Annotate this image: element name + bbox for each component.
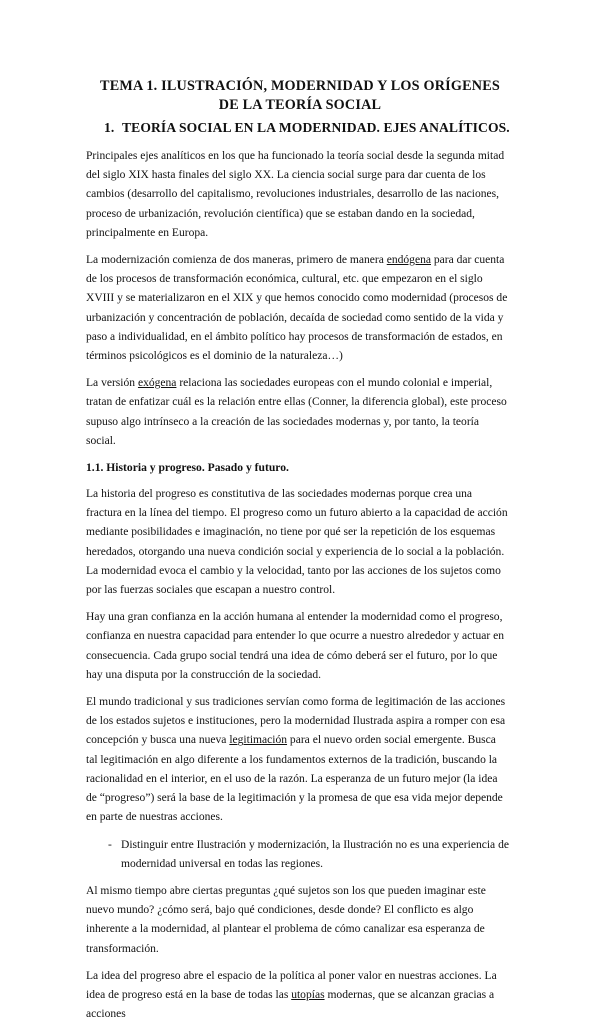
underlined-term-endogena: endógena [386,254,431,267]
text-run: modernas, que se alcanzan gracias a acciones [86,988,495,1021]
paragraph-confianza: Hay una gran confianza en la acción humana al entender la modernidad como el progreso, confianza en nuestra capacidad para entender lo que ocurre a nuestro alrededor y actuar en consecuencia. Cada grupo social tendrá una idea de cómo deberá ser el futuro, por lo que hay una disputa por la construcción de la sociedad. [86,611,505,681]
document-title: TEMA 1. ILUSTRACIÓN, MODERNIDAD Y LOS ORÍGENES DE LA TEORÍA SOCIAL [100,78,500,113]
text-run: La versión [86,377,138,390]
paragraph-endogena [86,251,510,366]
paragraph-preguntas: Al mismo tiempo abre ciertas preguntas ¿qué sujetos son los que pueden imaginar este nuevo mundo? ¿cómo será, bajo qué condiciones, desde donde? El conflicto es algo inherente a la modernidad, al plantear el problema de cómo canalizar esa esperanza de transformación. [86,884,486,955]
text-run: para el nuevo orden social emergente. Busca tal legitimación en algo diferente a los fundamentos externos de la tradición, buscando la racionalidad en el interior, en el uso de la razón. La esperanza de un futuro mejor (la idea de “progreso”) será la base de la legitimación y la promesa de que esa vida mejor depende en parte de nuestras acciones. [86,734,503,824]
paragraph-historia-progreso: La historia del progreso es constitutiva de las sociedades modernas porque crea una fractura en la línea del tiempo. El progreso como un futuro abierto a la capacidad de acción mediante posibilidades e imaginación, no tiene por qué ser la repetición de los esquemas heredados, otorgando una nueva condición social y experiencia de lo social a la población. La modernidad evoca el cambio y la velocidad, tanto por las acciones de los sujetos como por las fuerzas sociales que escapan a nuestro control. [86,488,508,597]
text-run: para dar cuenta de los procesos de transformación económica, cultural, etc. que empezaron en el siglo XVIII y se materializaron en el XIX y que hemos conocido como modernidad (procesos de urbanización y concentración de población, decaída de sociedad como sentido de la vida y paso a individualidad, en el ámbito político hay procesos de transformación de estados, en términos psicológicos es el dominio de la naturaleza…) [86,254,508,363]
paragraph-legitimacion [86,693,510,827]
paragraph-exogena [86,374,510,451]
bullet-dash: - [108,838,112,851]
paragraph-utopias [86,967,510,1025]
text-run: relaciona las sociedades europeas con el mundo colonial e imperial, tratan de enfatizar cuál es la relación entre ellas (Conner, la diferencia global), este proceso supuso algo intrínseco a la creación de las sociedades modernas y, por tanto, la teoría social. [86,377,507,447]
paragraph-intro: Principales ejes analíticos en los que ha funcionado la teoría social desde la segunda mitad del siglo XIX hasta finales del siglo XX. La ciencia social surge para dar cuenta de los cambios (desarrollo del capitalismo, revoluciones industriales, desarrollo de las naciones, proceso de urbanización, revolución científica) que se estaban dando en la sociedad, principalmente en Europa. [86,150,505,239]
document-content [86,77,510,1032]
text-run: La modernización comienza de dos maneras, primero de manera [86,254,387,267]
underlined-term-utopias: utopías [291,988,325,1001]
section-heading-text: TEORÍA SOCIAL EN LA MODERNIDAD. EJES ANALÍTICOS. [122,120,510,135]
text-run: La idea del progreso abre el espacio de la política al poner valor en nuestras acciones. La idea de progreso está en la base de todas las [86,969,497,1001]
bullet-item [86,836,510,874]
underlined-term-legitimacion: legitimación [229,734,288,747]
section-heading-1 [86,119,510,137]
underlined-term-exogena: exógena [137,377,177,390]
section-number: 1. [104,120,115,135]
text-run: El mundo tradicional y sus tradiciones servían como forma de legitimación de las acciones de los estados sujetos e instituciones, pero la modernidad Ilustrada aspira a romper con esa concepción y busca una nueva [86,696,506,747]
bullet-text: Distinguir entre Ilustración y modernización, la Ilustración no es una experiencia de modernidad universal en todas las regiones. [121,838,509,870]
subsection-heading-1-1: 1.1. Historia y progreso. Pasado y futuro. [86,461,289,475]
